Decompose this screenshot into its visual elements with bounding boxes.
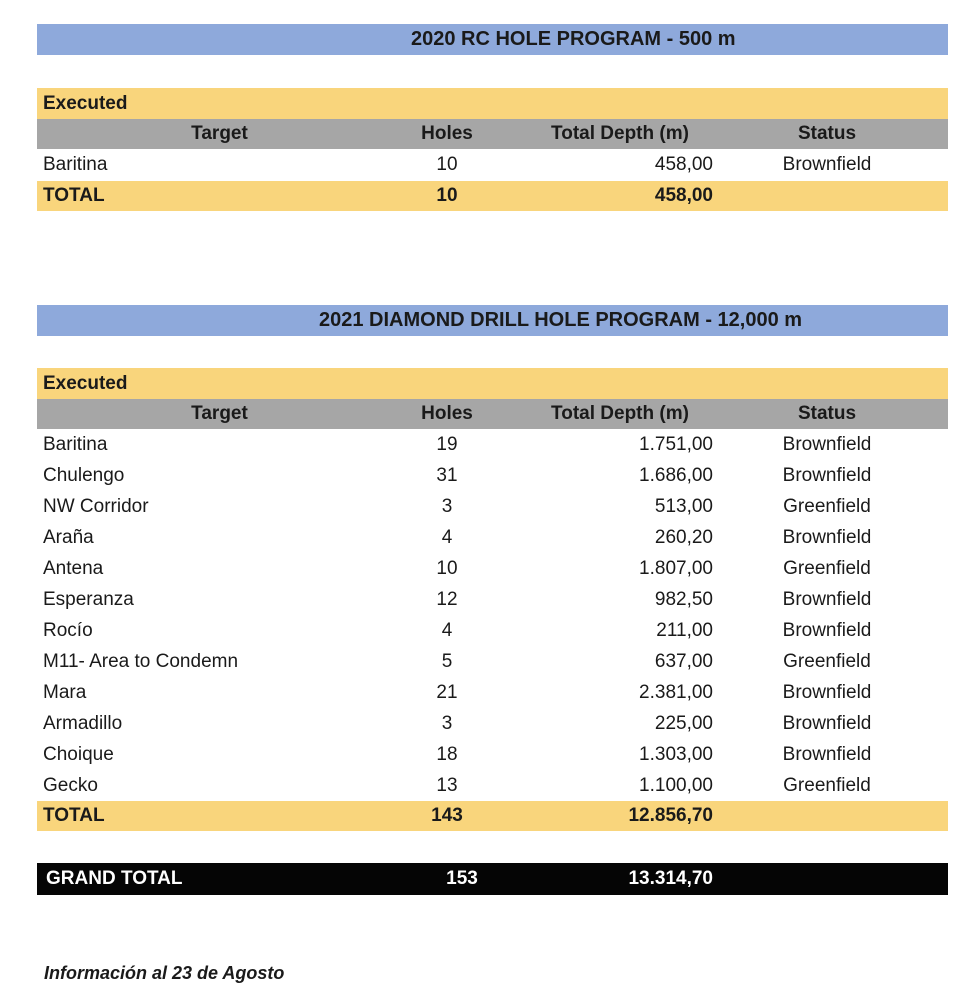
cell-holes: 13 [436,775,458,796]
cell-status: Greenfield [783,496,871,517]
header-target: Target [191,403,248,424]
cell-target: Mara [43,682,87,703]
cell-depth: 458,00 [654,154,713,175]
header-depth: Total Depth (m) [551,123,689,144]
cell-target: M11- Area to Condemn [43,651,239,672]
cell-holes: 19 [436,434,458,455]
cell-target: Choique [43,744,114,765]
rc-total-row [37,181,948,211]
grand-total-holes: 153 [446,868,478,889]
total-holes: 143 [431,805,463,826]
cell-status: Brownfield [782,620,872,641]
grand-total-label: GRAND TOTAL [46,868,183,889]
header-target: Target [191,123,248,144]
cell-target: Gecko [43,775,98,796]
cell-holes: 10 [436,154,458,175]
table-row [37,554,948,584]
dd-program-title-text: 2021 DIAMOND DRILL HOLE PROGRAM - 12,000 m [319,309,803,331]
rc-program-title-text: 2020 RC HOLE PROGRAM - 500 m [411,28,736,50]
header-depth: Total Depth (m) [551,403,689,424]
header-status: Status [797,123,857,144]
table-row [37,740,948,770]
cell-status: Brownfield [782,527,872,548]
table-row [37,430,948,460]
cell-target: Esperanza [43,589,134,610]
dd-executed-label: Executed [37,368,948,399]
total-label: TOTAL [43,185,105,206]
cell-holes: 12 [436,589,458,610]
cell-holes: 31 [436,465,458,486]
cell-holes: 18 [436,744,458,765]
dd-total-row [37,801,948,831]
header-holes: Holes [421,403,473,424]
total-depth: 12.856,70 [628,805,713,826]
header-status: Status [797,403,857,424]
cell-status: Greenfield [783,775,871,796]
rc-table-header [37,119,948,149]
cell-depth: 1.303,00 [639,744,713,765]
cell-status: Brownfield [782,744,872,765]
rc-executed-label: Executed [37,88,948,119]
grand-total-row [37,863,948,895]
cell-status: Brownfield [782,589,872,610]
cell-depth: 513,00 [654,496,713,517]
cell-target: Armadillo [43,713,123,734]
cell-holes: 3 [441,496,453,517]
cell-holes: 10 [436,558,458,579]
table-row [37,678,948,708]
cell-depth: 1.686,00 [639,465,713,486]
table-row [37,523,948,553]
cell-target: Antena [43,558,104,579]
header-holes: Holes [421,123,473,144]
table-row [37,709,948,739]
total-label: TOTAL [43,805,105,826]
cell-depth: 211,00 [656,620,713,641]
cell-holes: 4 [441,620,453,641]
cell-target: Baritina [43,154,108,175]
table-row [37,647,948,677]
cell-target: NW Corridor [43,496,149,517]
cell-target: Baritina [43,434,108,455]
cell-depth: 260,20 [654,527,713,548]
table-row [37,585,948,615]
rc-program-title [37,24,948,55]
cell-status: Greenfield [783,558,871,579]
cell-status: Brownfield [782,713,872,734]
cell-depth: 225,00 [654,713,713,734]
cell-depth: 1.751,00 [639,434,713,455]
cell-depth: 2.381,00 [639,682,713,703]
cell-target: Araña [43,527,94,548]
cell-holes: 21 [436,682,458,703]
cell-status: Greenfield [783,651,871,672]
table-row [37,771,948,801]
cell-holes: 5 [441,651,453,672]
cell-status: Brownfield [782,682,872,703]
cell-depth: 637,00 [654,651,713,672]
cell-holes: 4 [441,527,453,548]
footnote: Información al 23 de Agosto [44,963,285,983]
cell-depth: 1.807,00 [639,558,713,579]
cell-depth: 1.100,00 [639,775,713,796]
table-row [37,461,948,491]
cell-status: Brownfield [782,154,872,175]
total-holes: 10 [436,185,458,206]
cell-target: Rocío [43,620,93,641]
cell-target: Chulengo [43,465,125,486]
table-row [37,492,948,522]
grand-total-depth: 13.314,70 [628,868,713,889]
dd-table-header [37,399,948,429]
cell-status: Brownfield [782,434,872,455]
cell-holes: 3 [441,713,453,734]
table-row [37,616,948,646]
total-depth: 458,00 [654,185,713,206]
cell-status: Brownfield [782,465,872,486]
dd-program-title [37,305,948,336]
table-row [37,150,948,180]
cell-depth: 982,50 [654,589,713,610]
